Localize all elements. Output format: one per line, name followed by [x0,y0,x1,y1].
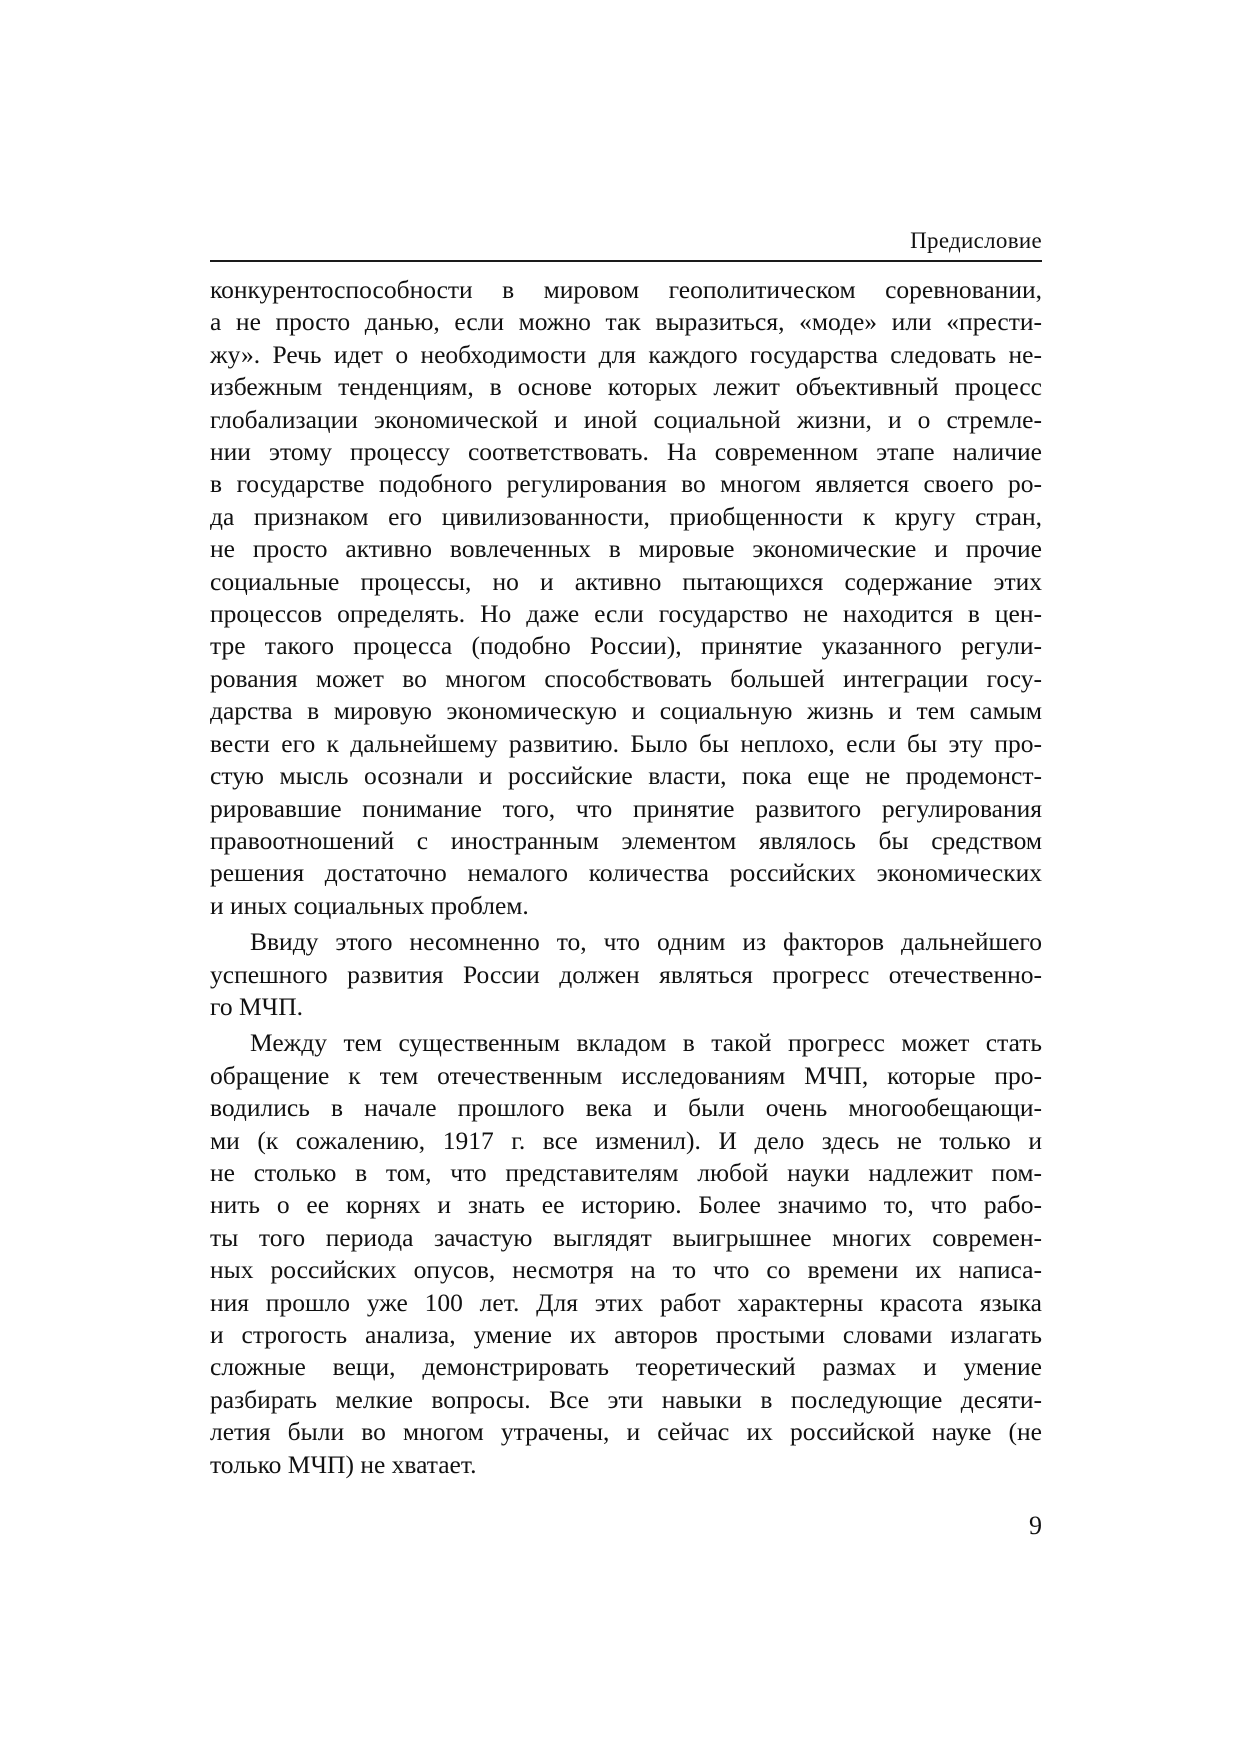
text-line: правоотношений с иностранным элементом являлось бы средством [210,825,1042,855]
running-head: Предисловие [910,228,1042,253]
text-line: глобализации экономической и иной социальной жизни, и о стремле- [210,404,1042,434]
text-line: нить о ее корнях и знать ее историю. Более значимо то, что рабо- [210,1190,1042,1220]
text-line: не столько в том, что представителям любой науки надлежит пом- [210,1157,1042,1187]
text-line: обращение к тем отечественным исследованиям МЧП, которые про- [210,1060,1042,1090]
text-line: ных российских опусов, несмотря на то что со времени их написа- [210,1255,1042,1285]
text-line: нии этому процессу соответствовать. На современном этапе наличие [210,437,1042,467]
paragraph [210,274,1042,922]
text-line: вести его к дальнейшему развитию. Было бы неплохо, если бы эту про- [210,728,1042,758]
text-line: конкурентоспособности в мировом геополитическом соревновании, [210,275,1042,304]
text-line: а не просто данью, если можно так выразиться, «моде» или «прести- [210,307,1042,337]
text-line: только МЧП) не хватает. [210,1449,477,1479]
text-line: рировавшие понимание того, что принятие развитого регулирования [210,793,1042,823]
text-line: дарства в мировую экономическую и социальную жизнь и тем самым [210,696,1042,726]
text-line: успешного развития России должен являться прогресс отечественно- [210,959,1042,989]
text-line: разбирать мелкие вопросы. Все эти навыки в последующие десяти- [210,1384,1042,1414]
text-line: процессов определять. Но даже если государство не находится в цен- [210,599,1042,629]
text-line: избежным тенденциям, в основе которых лежит объективный процесс [210,372,1042,402]
text-line: решения достаточно немалого количества российских экономических [210,858,1042,888]
page-number: 9 [1029,1511,1042,1540]
text-line: да признаком его цивилизованности, приобщенности к кругу стран, [210,501,1042,531]
text-line: тре такого процесса (подобно России), принятие указанного регули- [210,631,1042,661]
text-line: не просто активно вовлеченных в мировые экономические и прочие [210,534,1042,564]
paragraph [210,926,1042,1023]
text-line: летия были во многом утрачены, и сейчас их российской науке (не [210,1417,1042,1447]
paragraph [210,1027,1042,1481]
text-line: и строгость анализа, умение их авторов простыми словами излагать [210,1320,1042,1349]
text-line: ты того периода зачастую выглядят выигрышнее многих современ- [210,1222,1042,1252]
text-line: в государстве подобного регулирования во многом является своего ро- [210,469,1042,499]
text-line: стую мысль осознали и российские власти, пока еще не продемонст- [210,761,1042,791]
text-line: и иных социальных проблем. [210,890,529,920]
header-rule [210,260,1042,262]
page-body [210,226,1042,1485]
text-line: Между тем существенным вкладом в такой прогресс может стать [250,1028,1042,1058]
text-line: ния прошло уже 100 лет. Для этих работ характерны красота языка [210,1287,1042,1317]
text-line: ми (к сожалению, 1917 г. все изменил). И дело здесь не только и [210,1125,1042,1155]
text-line: го МЧП. [210,991,303,1021]
text-line: рования может во многом способствовать большей интеграции госу- [210,663,1042,693]
text-line: жу». Речь идет о необходимости для каждого государства следовать не- [210,339,1042,369]
body-text [210,274,1042,1481]
text-line: водились в начале прошлого века и были очень многообещающи- [210,1093,1042,1123]
text-line: сложные вещи, демонстрировать теоретический размах и умение [210,1352,1042,1382]
text-line: социальные процессы, но и активно пытающихся содержание этих [210,566,1042,596]
text-line: Ввиду этого несомненно то, что одним из факторов дальнейшего [250,927,1042,957]
